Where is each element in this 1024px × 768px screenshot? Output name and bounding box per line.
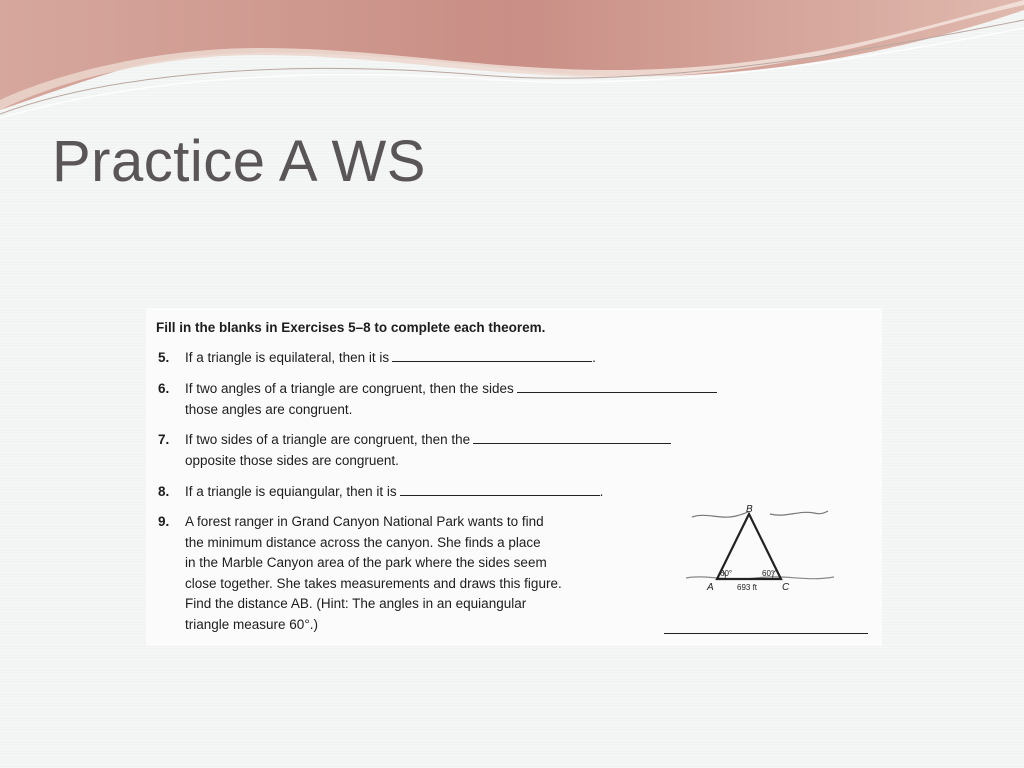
worksheet-image (146, 308, 882, 646)
answer-blank (517, 379, 717, 393)
vertex-b-label: B (746, 504, 753, 515)
exercise-text-line2: opposite those sides are congruent. (185, 452, 399, 468)
answer-blank (392, 348, 592, 362)
exercise-9 (158, 512, 562, 635)
vertex-c-label: C (782, 582, 790, 593)
exercise-text-end: . (599, 484, 604, 499)
exercise-5 (158, 348, 596, 369)
exercise-9-answer-line (664, 633, 868, 634)
exercise-number: 7. (158, 432, 170, 447)
canyon-triangle-figure (686, 500, 834, 598)
canyon-edge-top-left (692, 512, 748, 517)
canyon-edge-top-right (770, 511, 828, 515)
exercise-number: 5. (158, 350, 170, 365)
base-length-label: 693 ft (737, 583, 758, 592)
exercise-number: 8. (158, 484, 170, 499)
exercise-number: 6. (158, 381, 170, 396)
angle-a-label: 60° (720, 569, 733, 578)
exercise-text-end: . (592, 350, 596, 365)
answer-blank (400, 482, 600, 496)
angle-c-label: 60° (762, 569, 775, 578)
exercise-text: If two sides of a triangle are congruent, then the (185, 432, 471, 447)
exercise-number: 9. (158, 514, 170, 529)
exercise-6 (158, 379, 717, 420)
exercise-text-line5: Find the distance AB. (Hint: The angles in an equiangular (185, 596, 527, 611)
exercise-7 (158, 430, 671, 471)
exercise-8 (158, 482, 603, 503)
exercise-text-line2: the minimum distance across the canyon. She finds a place (185, 534, 541, 550)
page-title: Practice A WS (52, 129, 426, 194)
exercise-text: A forest ranger in Grand Canyon National Park wants to find (185, 514, 544, 529)
exercise-text-line6: triangle measure 60°.) (185, 616, 318, 632)
exercise-text-line3: in the Marble Canyon area of the park where the sides seem (185, 555, 547, 570)
worksheet-instructions: Fill in the blanks in Exercises 5–8 to complete each theorem. (156, 320, 546, 335)
decorative-swoosh (0, 0, 1024, 120)
exercise-text-line2: those angles are congruent. (185, 401, 353, 417)
answer-blank (473, 430, 671, 444)
exercise-text-line4: close together. She takes measurements and draws this figure. (185, 575, 562, 591)
vertex-a-label: A (707, 582, 714, 593)
exercise-text: If a triangle is equiangular, then it is (185, 484, 397, 499)
exercise-text: If two angles of a triangle are congruent, then the sides (185, 381, 514, 396)
exercise-text: If a triangle is equilateral, then it is (185, 350, 390, 365)
